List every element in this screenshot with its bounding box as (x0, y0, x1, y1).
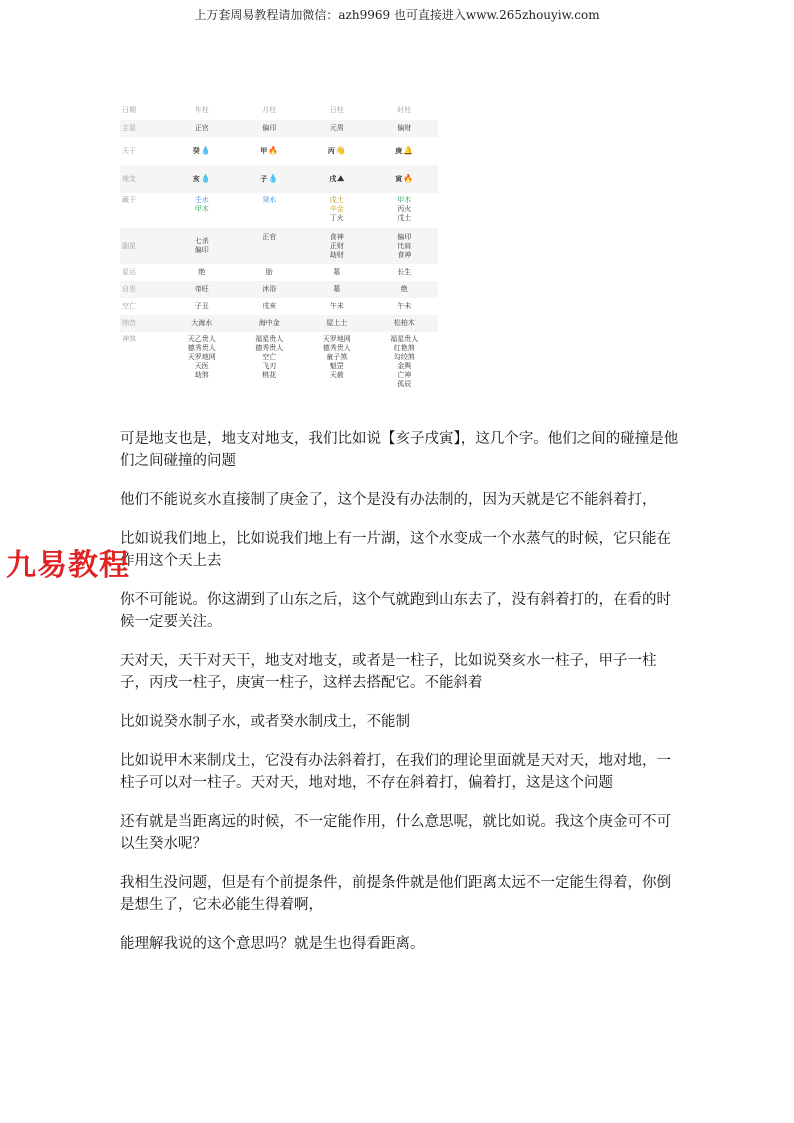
chart-row-main-star (120, 120, 438, 137)
row-label: 日期 (122, 105, 136, 114)
shensha-item: 天乙贵人 (187, 335, 216, 343)
hidden-stem: 丙火 (397, 205, 412, 213)
shensha-item: 空亡 (262, 353, 277, 361)
chart-row-date (120, 100, 438, 120)
stem-char: 癸 (192, 147, 200, 155)
hidden-stem: 癸水 (262, 196, 277, 204)
sub-star-cell (303, 228, 371, 264)
shensha-item: 孤辰 (397, 380, 412, 388)
branch-cell (168, 165, 236, 193)
branch-cell (303, 165, 371, 193)
main-star-cell: 偏财 (371, 120, 439, 137)
branch-cell (371, 165, 439, 193)
nayin-cell: 屋上土 (303, 315, 371, 332)
row-label: 主星 (120, 120, 168, 137)
bazi-chart (120, 100, 438, 398)
water-icon: 💧 (268, 174, 279, 183)
paragraph: 能理解我说的这个意思吗？就是生也得看距离。 (120, 936, 425, 952)
hidden-stem: 甲木 (194, 205, 209, 213)
shensha-item: 天医 (194, 362, 209, 370)
zizuo-cell: 绝 (371, 281, 439, 298)
chart-row-sub-star (120, 228, 438, 264)
kongwang-cell: 戌亥 (262, 302, 277, 310)
hidden-stem: 壬水 (194, 196, 209, 204)
sub-star: 食神 (329, 232, 344, 241)
watermark-logo: 九易教程 (6, 548, 130, 583)
shensha-cell (168, 332, 236, 398)
xingyun-cell: 绝 (198, 268, 206, 276)
row-label: 自坐 (120, 281, 168, 298)
shensha-item: 福星贵人 (255, 335, 284, 343)
hidden-stem-cell (303, 193, 371, 228)
column-head: 时柱 (397, 105, 412, 114)
shensha-item: 天罗地网 (322, 335, 351, 343)
nayin-cell: 大海水 (168, 315, 236, 332)
fire-icon: 🔥 (403, 174, 414, 183)
hidden-stem-cell (371, 193, 439, 228)
branch-char: 亥 (192, 175, 200, 183)
xingyun-cell: 胎 (265, 268, 273, 276)
paragraph: 我相生没问题，但是有个前提条件，前提条件就是他们距离太远不一定能生得着，你倒是想生了，它未必能生得着啊， (120, 875, 671, 913)
mountain-icon: ⛰ (337, 174, 345, 183)
page-header: 上万套周易教程请加微信：azh9969 也可直接进入www.265zhouyiw.com (194, 8, 600, 22)
sub-star: 偏印 (194, 246, 209, 254)
main-star-cell: 偏印 (236, 120, 304, 137)
chart-row-kongwang (120, 298, 438, 315)
row-label: 纳音 (120, 315, 168, 332)
shensha-item: 勾绞煞 (393, 353, 415, 361)
shensha-item: 德秀贵人 (322, 344, 351, 352)
paragraph: 天对天，天干对天干，地支对地支，或者是一柱子，比如说癸亥水一柱子，甲子一柱子，丙戌一柱子，庚寅一柱子，这样去搭配它。不能斜着 (120, 653, 657, 691)
sub-star: 正财 (329, 241, 344, 250)
sub-star-cell (236, 228, 304, 264)
kongwang-cell: 子丑 (194, 302, 209, 310)
hand-icon: 👋 (335, 146, 346, 155)
chart-row-stem (120, 137, 438, 165)
sub-star: 比肩 (397, 241, 412, 250)
branch-char: 子 (260, 175, 268, 183)
branch-char: 戌 (329, 175, 337, 183)
row-label: 神煞 (122, 335, 136, 343)
shensha-item: 金舆 (397, 362, 412, 370)
fire-icon: 🔥 (268, 146, 279, 155)
hidden-stem: 戊土 (329, 196, 344, 204)
stem-cell (303, 137, 371, 165)
bell-icon: 🔔 (403, 146, 414, 155)
nayin-cell: 松柏木 (371, 315, 439, 332)
zizuo-cell: 帝旺 (168, 281, 236, 298)
shensha-cell (236, 332, 304, 398)
stem-char: 丙 (327, 147, 335, 155)
water-icon: 💧 (200, 146, 211, 155)
chart-row-xingyun (120, 264, 438, 281)
paragraph: 比如说我们地上，比如说我们地上有一片湖，这个水变成一个水蒸气的时候，它只能在作用这个天上去 (120, 531, 671, 569)
hidden-stem-cell (236, 193, 304, 228)
branch-cell (236, 165, 304, 193)
shensha-item: 德秀贵人 (255, 344, 284, 352)
stem-cell (236, 137, 304, 165)
row-label: 空亡 (122, 302, 136, 310)
paragraph: 可是地支也是，地支对地支，我们比如说【亥子戌寅】，这几个字。他们之间的碰撞是他们之间碰撞的问题 (120, 431, 679, 469)
paragraph: 比如说癸水制子水，或者癸水制戌土，不能制 (120, 714, 410, 730)
shensha-item: 桃花 (262, 371, 277, 379)
main-star-cell: 元男 (303, 120, 371, 137)
paragraph: 比如说甲木来制戊土，它没有办法斜着打，在我们的理论里面就是天对天，地对地，一柱子可以对一柱子。天对天，地对地，不存在斜着打，偏着打，这是这个问题 (120, 753, 671, 791)
column-head: 月柱 (262, 105, 277, 114)
branch-char: 寅 (395, 175, 403, 183)
sub-star: 食神 (397, 250, 412, 259)
article-body (120, 428, 680, 972)
xingyun-cell: 墓 (333, 268, 341, 276)
zizuo-cell: 沐浴 (236, 281, 304, 298)
hidden-stem: 丁火 (329, 214, 344, 222)
column-head: 日柱 (329, 105, 344, 114)
row-label: 地支 (120, 165, 168, 193)
shensha-item: 劫煞 (194, 371, 209, 379)
paragraph: 还有就是当距离远的时候，不一定能作用，什么意思呢，就比如说。我这个庚金可不可以生癸水呢？ (120, 814, 671, 852)
shensha-item: 亡神 (397, 371, 412, 379)
sub-star: 七杀 (194, 237, 209, 245)
shensha-item: 童子煞 (326, 353, 348, 361)
shensha-cell (303, 332, 371, 398)
stem-char: 庚 (395, 147, 403, 155)
hidden-stem: 戊土 (397, 214, 412, 222)
shensha-item: 天罗地网 (187, 353, 216, 361)
sub-star: 偏印 (397, 232, 412, 241)
stem-char: 甲 (260, 147, 268, 155)
shensha-item: 福星贵人 (390, 335, 419, 343)
hidden-stem: 甲木 (397, 196, 412, 204)
sub-star: 劫财 (329, 250, 344, 259)
row-label: 天干 (122, 146, 136, 155)
chart-row-branch (120, 165, 438, 193)
main-star-cell: 正官 (168, 120, 236, 137)
stem-cell (371, 137, 439, 165)
column-head: 年柱 (194, 105, 209, 114)
chart-row-hidden-stem (120, 193, 438, 228)
zizuo-cell: 墓 (303, 281, 371, 298)
shensha-item: 天赦 (329, 371, 344, 379)
shensha-item: 魁罡 (329, 362, 344, 370)
sub-star-cell (371, 228, 439, 264)
sub-star: 正官 (262, 233, 277, 241)
shensha-item: 德秀贵人 (187, 344, 216, 352)
sub-star-cell (168, 228, 236, 264)
hidden-stem: 辛金 (329, 205, 344, 213)
hidden-stem-cell (168, 193, 236, 228)
row-label: 藏干 (122, 196, 136, 204)
kongwang-cell: 午未 (329, 302, 344, 310)
nayin-cell: 海中金 (236, 315, 304, 332)
chart-row-nayin (120, 315, 438, 332)
chart-row-zizuo (120, 281, 438, 298)
row-label: 副星 (120, 228, 168, 264)
xingyun-cell: 长生 (397, 268, 412, 276)
kongwang-cell: 午未 (397, 302, 412, 310)
shensha-item: 红艳煞 (393, 344, 415, 352)
shensha-cell (371, 332, 439, 398)
shensha-item: 飞刃 (262, 362, 277, 370)
paragraph: 他们不能说亥水直接制了庚金了，这个是没有办法制的，因为天就是它不能斜着打， (120, 492, 657, 508)
paragraph: 你不可能说。你这湖到了山东之后，这个气就跑到山东去了，没有斜着打的，在看的时候一定要关注。 (120, 592, 671, 630)
stem-cell (168, 137, 236, 165)
water-icon: 💧 (200, 174, 211, 183)
chart-row-shensha (120, 332, 438, 398)
row-label: 星运 (122, 268, 136, 276)
